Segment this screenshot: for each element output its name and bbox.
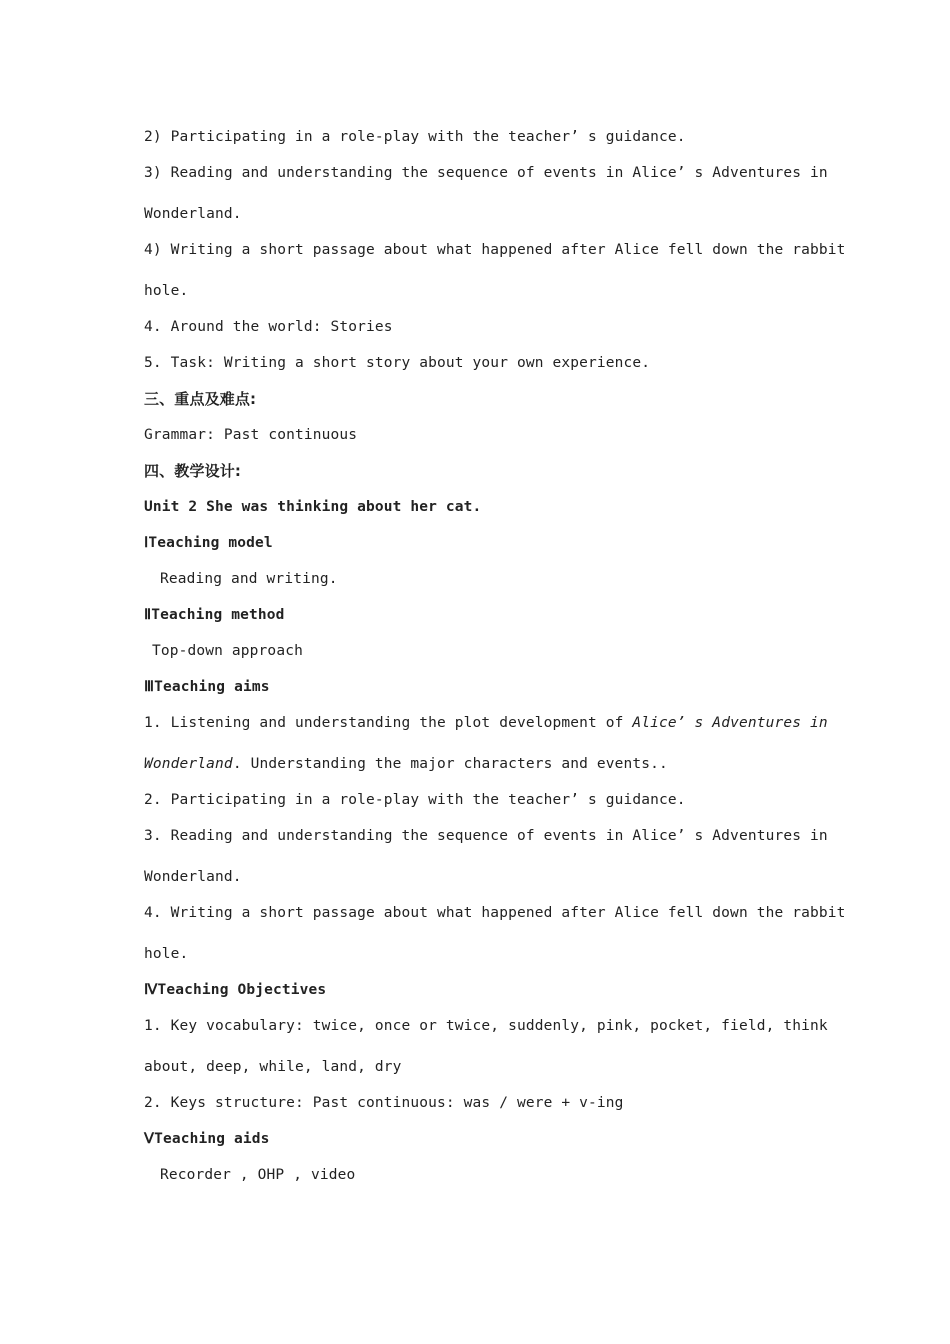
unit-title: Unit 2 She was thinking about her cat. [144,499,482,515]
teaching-aids-text: Recorder , OHP , video [160,1167,356,1183]
list-item: 4) Writing a short passage about what happened after Alice fell down the rabbit [144,242,846,258]
list-item: 2) Participating in a role-play with the teacher’ s guidance. [144,129,686,145]
book-title: Alice’ s Adventures in [632,715,828,731]
heading-teaching-objectives: ⅣTeaching Objectives [144,982,327,998]
teaching-method-text: Top-down approach [152,643,303,659]
list-item-continuation: Wonderland. [144,206,242,222]
aim-text: . Understanding the major characters and events.. [232,756,668,772]
section-heading-teaching-design: 四、教学设计: [144,462,242,480]
heading-teaching-method: ⅡTeaching method [144,607,285,623]
list-item: 5. Task: Writing a short story about your own experience. [144,355,651,371]
list-item-continuation: hole. [144,283,189,299]
list-item: 3) Reading and understanding the sequence of events in Alice’ s Adventures in [144,165,828,181]
list-item-continuation [144,754,668,774]
list-item: 4. Writing a short passage about what happened after Alice fell down the rabbit [144,905,846,921]
list-item [144,713,828,733]
heading-teaching-model: ⅠTeaching model [144,535,273,551]
list-item-continuation: Wonderland. [144,869,242,885]
list-item: 1. Key vocabulary: twice, once or twice, suddenly, pink, pocket, field, think [144,1018,828,1034]
aim-text: 1. Listening and understanding the plot development of [144,715,633,731]
heading-teaching-aids: ⅤTeaching aids [144,1131,270,1147]
list-item: 2. Keys structure: Past continuous: was / were + v-ing [144,1095,624,1111]
list-item-continuation: about, deep, while, land, dry [144,1059,402,1075]
heading-teaching-aims: ⅢTeaching aims [144,679,270,695]
key-points-text: Grammar: Past continuous [144,427,358,443]
list-item: 3. Reading and understanding the sequence of events in Alice’ s Adventures in [144,828,828,844]
list-item-continuation: hole. [144,946,189,962]
section-heading-key-points: 三、重点及难点: [144,390,257,408]
teaching-model-text: Reading and writing. [160,571,338,587]
book-title: Wonderland [144,756,233,772]
list-item: 4. Around the world: Stories [144,319,393,335]
list-item: 2. Participating in a role-play with the teacher’ s guidance. [144,792,686,808]
